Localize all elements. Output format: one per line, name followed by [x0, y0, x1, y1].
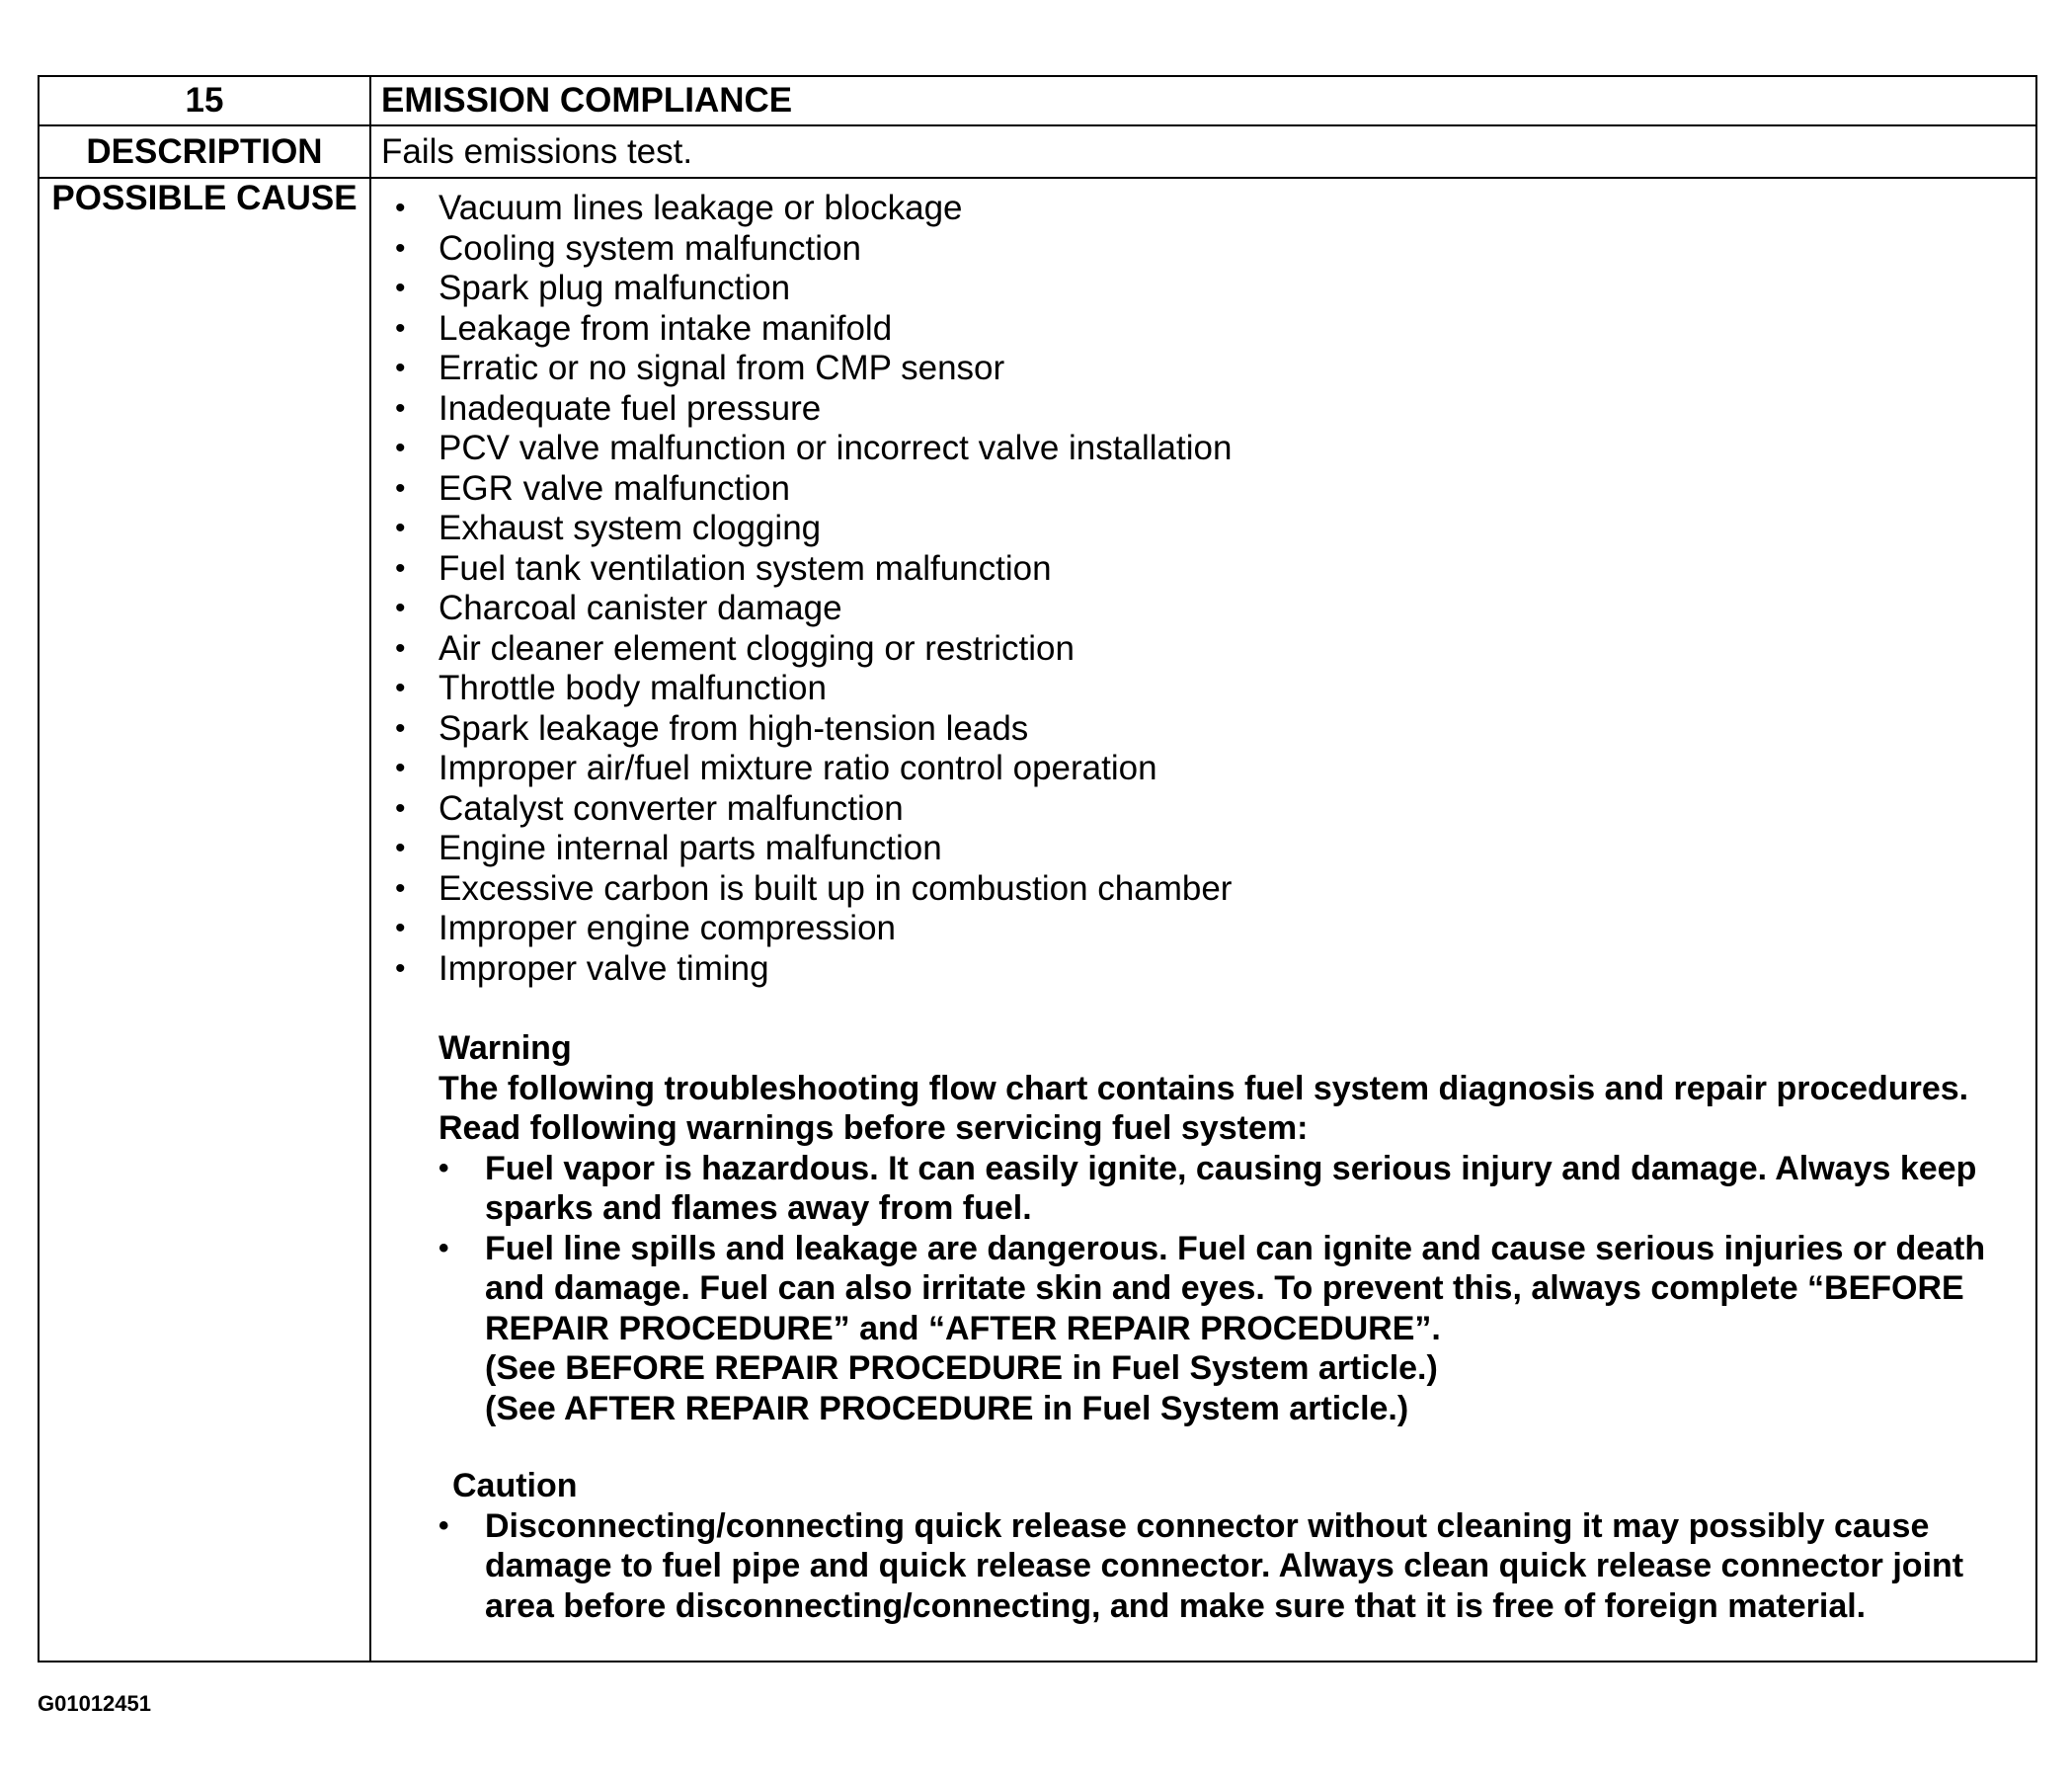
header-row [39, 76, 2036, 125]
warning-block [438, 1028, 2035, 1428]
step-number: 15 [39, 76, 370, 125]
bullet-dot-icon: • [395, 272, 406, 304]
cause-item [371, 669, 2035, 709]
bullet-dot-icon: • [438, 1151, 449, 1184]
cause-item-text: Improper engine compression [438, 909, 897, 947]
possible-cause-row [39, 178, 2036, 1662]
bullet-dot-icon: • [395, 471, 406, 505]
cause-item [371, 469, 2035, 510]
bullet-dot-icon: • [395, 951, 406, 985]
bullet-dot-icon: • [395, 912, 406, 944]
bullet-dot-icon: • [395, 311, 406, 345]
cause-item [371, 629, 2035, 670]
diagnosis-table [38, 75, 2037, 1662]
cause-item-text: Spark plug malfunction [438, 269, 791, 307]
description-label: DESCRIPTION [39, 125, 370, 178]
cause-item-text: Excessive carbon is built up in combustion chamber [438, 868, 1233, 908]
cause-item [371, 389, 2035, 430]
bullet-dot-icon: • [395, 192, 406, 224]
cause-item-text: Erratic or no signal from CMP sensor [438, 349, 1005, 387]
cause-item [371, 429, 2035, 469]
cause-item-text: Charcoal canister damage [438, 589, 842, 627]
cause-item [371, 229, 2035, 270]
cause-item-text: Cooling system malfunction [438, 228, 861, 268]
bullet-dot-icon: • [395, 752, 406, 784]
cause-item-text: Exhaust system clogging [438, 509, 822, 547]
cause-item-text: Improper air/fuel mixture ratio control operation [438, 749, 1157, 787]
cause-item-text: Throttle body malfunction [438, 669, 827, 707]
cause-item [371, 749, 2035, 789]
bullet-dot-icon: • [395, 711, 406, 745]
cause-item-text: Leakage from intake manifold [438, 308, 893, 348]
bullet-dot-icon: • [395, 592, 406, 624]
bullet-dot-icon: • [395, 832, 406, 864]
cause-item-text: Air cleaner element clogging or restriction [438, 628, 1075, 668]
bullet-dot-icon: • [395, 791, 406, 825]
cause-item-text: Vacuum lines leakage or blockage [438, 189, 963, 227]
warning-item-text: Fuel vapor is hazardous. It can easily ignite, causing serious injury and damage. Always keep sparks and flames away from fuel. [485, 1149, 1977, 1227]
cause-item [371, 189, 2035, 229]
cause-item-text: Inadequate fuel pressure [438, 388, 822, 428]
caution-list [438, 1506, 2035, 1627]
warning-item-text: Fuel line spills and leakage are dangerous. Fuel can ignite and cause serious injuries or death and damage. Fuel can also irritate skin and eyes. To prevent this, always complete “BEFORE REPAIR PROCEDURE” and “AFTER REPAIR PROCEDURE”. [485, 1229, 1986, 1347]
warning-item [438, 1149, 2035, 1229]
bullet-dot-icon: • [438, 1231, 449, 1264]
cause-item [371, 869, 2035, 910]
cause-item [371, 709, 2035, 750]
figure-id: G01012451 [38, 1691, 151, 1716]
bullet-dot-icon: • [395, 352, 406, 384]
bullet-dot-icon: • [395, 512, 406, 544]
warning-item [438, 1229, 2035, 1429]
cause-item [371, 309, 2035, 350]
cause-item-text: PCV valve malfunction or incorrect valve installation [438, 429, 1233, 467]
cause-item [371, 949, 2035, 990]
cause-item [371, 349, 2035, 389]
caution-title: Caution [452, 1467, 578, 1504]
cause-item [371, 829, 2035, 869]
warning-list [438, 1149, 2035, 1429]
cause-item [371, 509, 2035, 549]
possible-cause-content [370, 178, 2036, 1662]
description-row [39, 125, 2036, 178]
bullet-dot-icon: • [395, 432, 406, 464]
cause-list [371, 189, 2035, 989]
cause-item-text: Improper valve timing [438, 948, 769, 988]
cause-item-text: Catalyst converter malfunction [438, 788, 904, 828]
cause-item-text: Engine internal parts malfunction [438, 829, 942, 867]
cause-item [371, 549, 2035, 590]
section-title: EMISSION COMPLIANCE [370, 76, 2036, 125]
cause-item [371, 589, 2035, 629]
cause-item-text: EGR valve malfunction [438, 468, 790, 508]
bullet-dot-icon: • [395, 631, 406, 665]
cause-item [371, 909, 2035, 949]
caution-item-text: Disconnecting/connecting quick release connector without cleaning it may possibly cause damage to fuel pipe and quick release connector. Always clean quick release connector joint area before disconnecting/connecting, and make sure that it is free of foreign material. [485, 1506, 1964, 1625]
bullet-dot-icon: • [395, 551, 406, 585]
possible-cause-label: POSSIBLE CAUSE [39, 178, 370, 1662]
warning-intro: The following troubleshooting flow chart contains fuel system diagnosis and repair procedures. Read following warnings before servicing fuel system: [438, 1069, 1969, 1147]
caution-block [438, 1466, 2035, 1626]
bullet-dot-icon: • [395, 391, 406, 425]
cause-item [371, 789, 2035, 830]
bullet-dot-icon: • [438, 1508, 449, 1542]
bullet-dot-icon: • [395, 231, 406, 265]
bullet-dot-icon: • [395, 672, 406, 704]
cause-item-text: Fuel tank ventilation system malfunction [438, 548, 1052, 588]
see-after-repair-reference: (See AFTER REPAIR PROCEDURE in Fuel System article.) [485, 1389, 1409, 1427]
cause-item-text: Spark leakage from high-tension leads [438, 708, 1029, 748]
cause-item [371, 269, 2035, 309]
see-before-repair-reference: (See BEFORE REPAIR PROCEDURE in Fuel System article.) [485, 1349, 1438, 1387]
bullet-dot-icon: • [395, 871, 406, 905]
description-text: Fails emissions test. [370, 125, 2036, 178]
caution-item [438, 1506, 2035, 1627]
warning-title: Warning [438, 1029, 572, 1067]
